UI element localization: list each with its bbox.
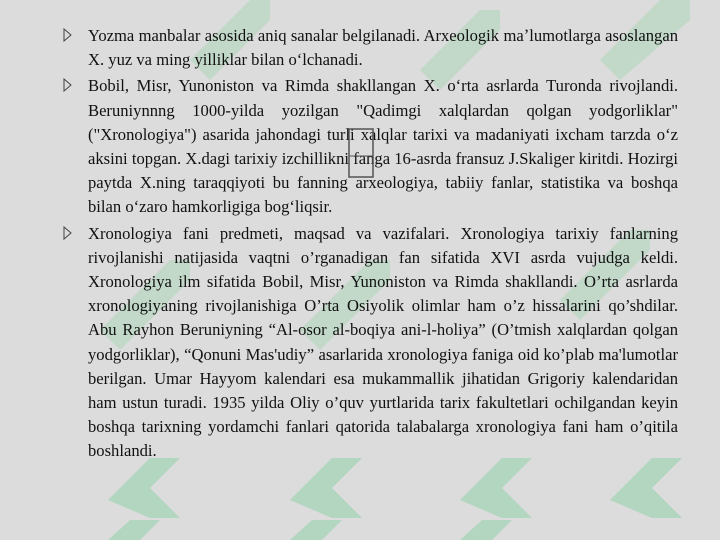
bullet-marker-icon — [62, 28, 73, 42]
bullet-marker-icon — [62, 226, 73, 240]
watermark-chevron-4 — [610, 458, 682, 518]
watermark-chevron-7 — [460, 520, 512, 540]
paragraph-2-text: Bobil, Misr, Yunoniston va Rimda shakllangan X. oʻrta asrlarda Turonda rivojlandi. Beruniynnng 1000-yilda yozilgan "Qadimgi xalqlardan qolgan yodgorliklar" ("Xronologiya") asarida jahondagi turli xalqlar tarixi va madaniyati ixcham tarzda oʻz aksini topgan. X.dagi tarixiy izchillikni fanga 16-asrda fransuz J.Skaliger kiritdi. Hozirgi paytda X.ning taraqqiyoti bu fanning arxeologiya, tabiiy fanlar, statistika va boshqa bilan oʻzaro hamkorligiga bogʻliqsir. — [88, 76, 678, 217]
watermark-chevron-1 — [108, 458, 180, 518]
paragraph-1-text: Yozma manbalar asosida aniq sanalar belgilanadi. Arxeologik maʼlumotlarga asoslangan X. yuz va ming yilliklar bilan oʻlchanadi. — [88, 26, 678, 70]
image-placeholder-icon — [348, 128, 374, 178]
paragraph-3-text: Xronologiya fani predmeti, maqsad va vazifalari. Xronologiya tarixiy fanlarning rivojlanishi natijasida vaqtni o’rganadigan fan sifatida XVI asrda vujudga keldi. Xronologiya ilm sifatida Bobil, Misr, Yunoniston va Rimda shakllandi. O’rta asrlarda xronologiyaning rivojlanishiga O’rta Osiyolik olimlar ham o’z hissalarini qo’shdilar. Abu Rayhon Beruniyning “Al-osor al-boqiya ani-l-holiya” (O’tmish xalqlardan qolgan yodgorliklar), “Qonuni Mas'udiy” asarlarida xronologiya faniga oid ko’plab ma'lumotlar berilgan. Umar Hayyom kalendari esa mukammallik jihatidan Grigoriy kalendaridan ham ustun turadi. 1935 yilda Oliy o’quv yurtlarida tarix fakultetlari ochilgandan keyin boshqa tarixning yordamchi fanlari qatorida talabalarga xronologiya fani ham o’qitila boshlandi. — [88, 223, 678, 461]
bullet-paragraph-3 — [62, 222, 678, 464]
watermark-chevron-5 — [108, 520, 160, 540]
watermark-chevron-6 — [290, 520, 342, 540]
bullet-marker-icon — [62, 78, 73, 92]
watermark-chevron-3 — [460, 458, 532, 518]
bullet-paragraph-1 — [62, 24, 678, 72]
watermark-chevron-2 — [290, 458, 362, 518]
document-body — [62, 24, 678, 466]
